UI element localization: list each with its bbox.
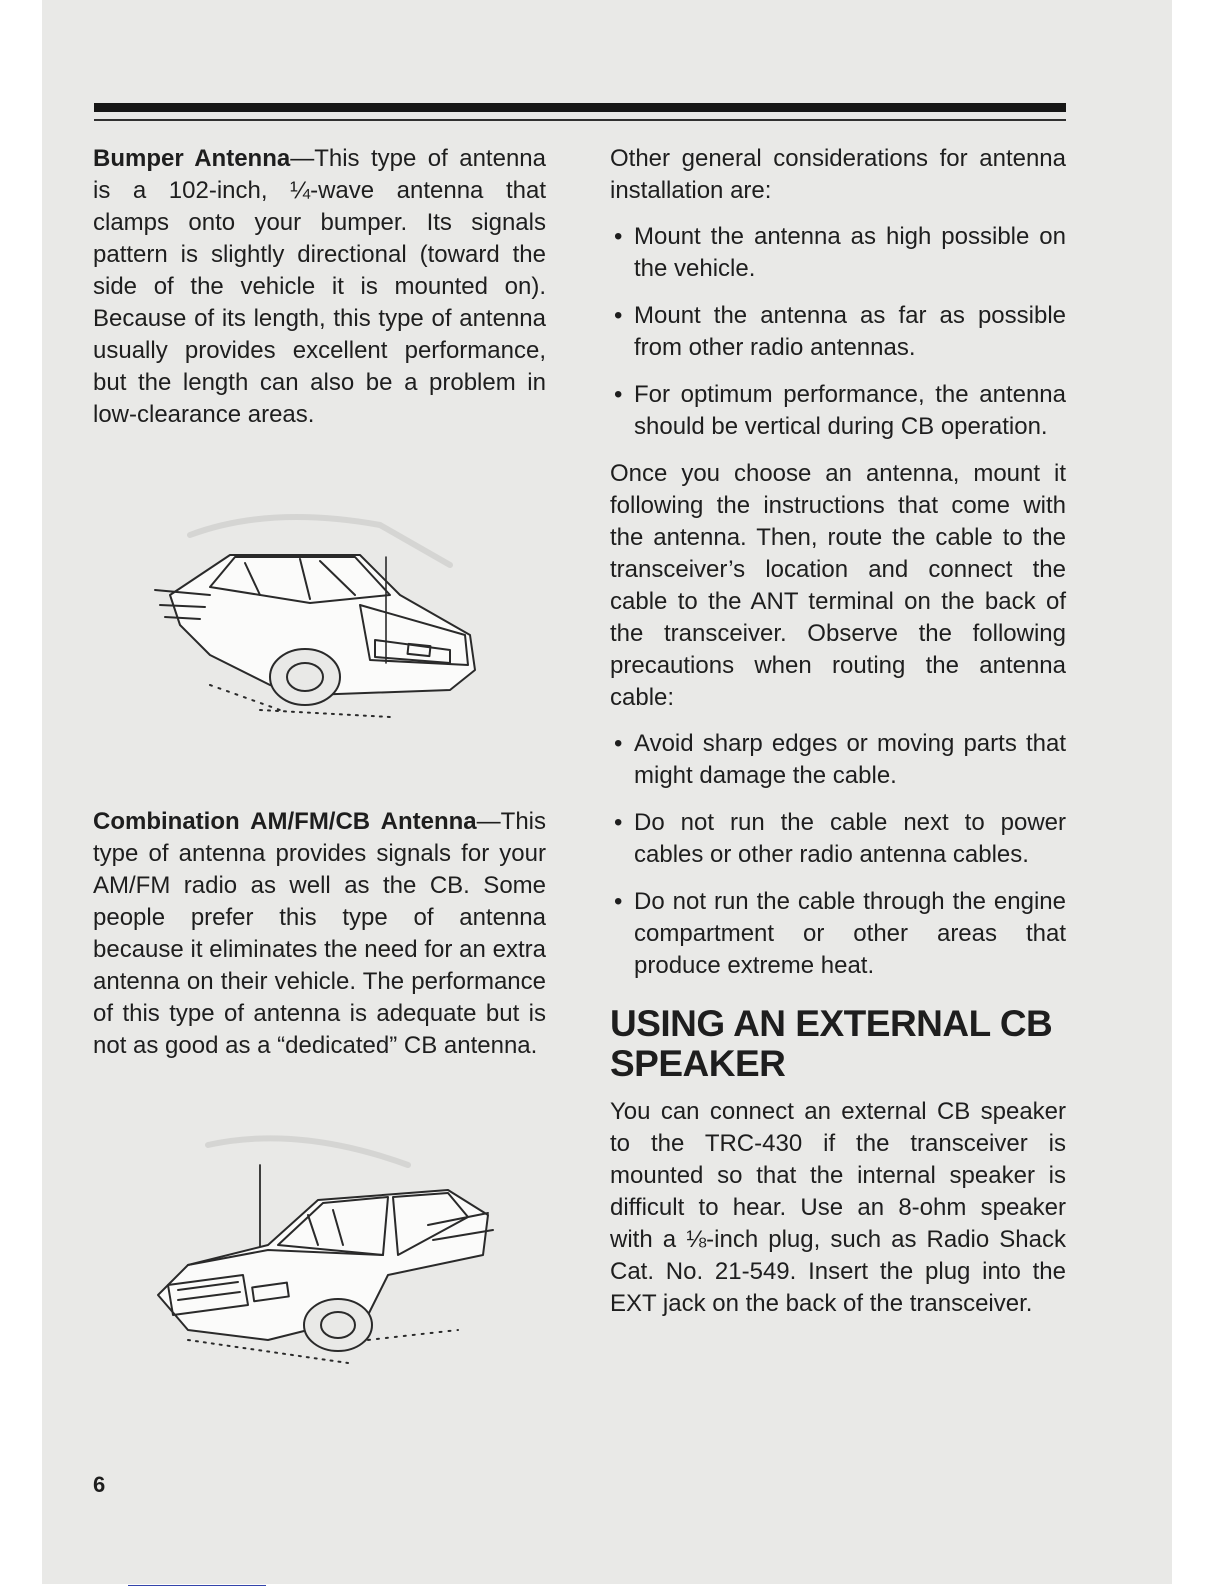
precautions-list	[610, 728, 1066, 982]
considerations-list	[610, 221, 1066, 443]
considerations-intro: Other general considerations for antenna installation are:	[610, 145, 1066, 204]
bumper-antenna-title: Bumper Antenna	[93, 145, 291, 172]
combination-antenna-car-illustration	[148, 1105, 498, 1375]
bumper-antenna-car-illustration	[150, 495, 490, 735]
left-column-lower	[93, 806, 546, 1062]
speaker-paragraph: You can connect an external CB speaker to the TRC-430 if the transceiver is mounted so that the internal speaker is difficult to hear. Use an 8-ohm speaker with a ⅛-inch plug, such as Radio Shack Cat. No. 21-549. Insert the plug into the EXT jack on the back of the transceiver.	[610, 1098, 1066, 1317]
list-item: • For optimum performance, the antenna should be vertical during CB operation.	[610, 379, 1066, 443]
header-rule-thin	[94, 119, 1066, 121]
left-column	[93, 143, 546, 431]
page-number: 6	[93, 1472, 106, 1497]
mounting-paragraph: Once you choose an antenna, mount it following the instructions that come with the antenna. Then, route the cable to the transceiver’s location and connect the cable to the ANT terminal on the back of the transceiver. Observe the following precautions when routing the antenna cable:	[610, 460, 1066, 711]
combination-antenna-paragraph	[93, 806, 546, 1062]
combination-antenna-title: Combination AM/FM/CB Antenna	[93, 808, 477, 835]
header-rule-thick	[94, 103, 1066, 112]
bumper-antenna-text: —This type of antenna is a 102-inch, ¼-wave antenna that clamps onto your bumper. Its signals pattern is slightly directional (toward the side of the vehicle it is mounted on). Because of its length, this type of antenna usually provides excellent performance, but the length can also be a problem in low-clearance areas.	[93, 145, 546, 428]
right-column	[610, 143, 1066, 1320]
section-heading: USING AN EXTERNAL CB SPEAKER	[610, 1003, 1053, 1084]
list-item: • Do not run the cable next to power cables or other radio antenna cables.	[610, 807, 1066, 871]
bumper-antenna-paragraph	[93, 143, 546, 431]
list-item: • Mount the antenna as far as possible from other radio antennas.	[610, 300, 1066, 364]
list-item: • Mount the antenna as high possible on the vehicle.	[610, 221, 1066, 285]
combination-antenna-text: —This type of antenna provides signals for your AM/FM radio as well as the CB. Some people prefer this type of antenna because it eliminates the need for an extra antenna on their vehicle. The performance of this type of antenna is adequate but is not as good as a “dedicated” CB antenna.	[93, 808, 546, 1059]
list-item: • Do not run the cable through the engine compartment or other areas that produce extreme heat.	[610, 886, 1066, 982]
list-item: • Avoid sharp edges or moving parts that might damage the cable.	[610, 728, 1066, 792]
